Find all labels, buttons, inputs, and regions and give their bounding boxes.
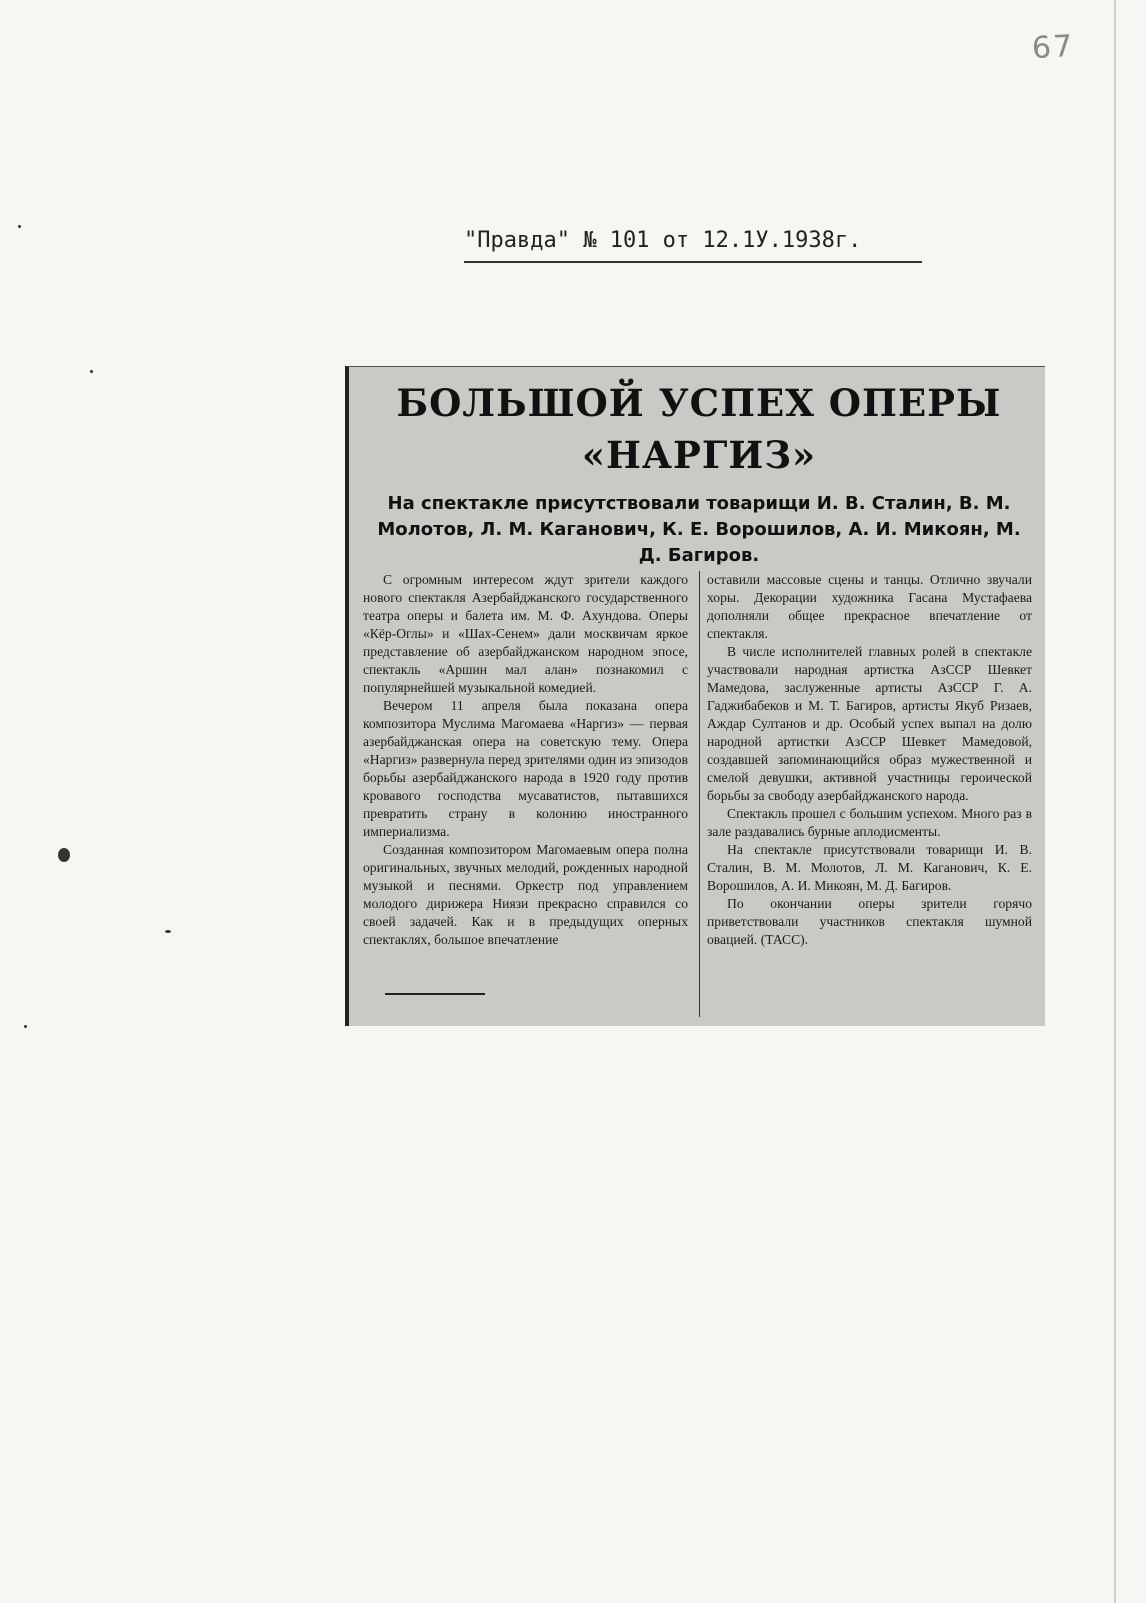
paragraph: оставили массовые сцены и танцы. Отлично звучали хоры. Декорации художника Гасана Мустафаева дополняли общее прекрасное впечатление от спектакля. <box>707 572 1032 641</box>
paragraph: Вечером 11 апреля была показана опера композитора Муслима Магомаева «Наргиз» — первая азербайджанская опера на советскую тему. Опера «Наргиз» развернула перед зрителями один из эпизодов борьбы азербайджанского народа в 1920 году против кровавого господства мусаватистов, пытавшихся превратить страну в колонию иностранного империализма. <box>363 698 688 839</box>
right-column <box>707 571 1032 949</box>
paragraph: В числе исполнителей главных ролей в спектакле участвовали народная артистка АзССР Шевкет Мамедова, заслуженные артисты АзССР Г. А. Гаджибабеков и М. Т. Багиров, артисты Якуб Ризаев, Аждар Султанов и др. Особый успех выпал на долю народной артистки АзССР Шевкет Мамедовой, создавшей запоминающийся образ мужественной и смелой девушки, активной участницы героической борьбы за свободу азербайджанского народа. <box>707 644 1032 803</box>
headline <box>363 377 1035 481</box>
source-underline <box>464 261 922 263</box>
end-rule <box>385 993 485 995</box>
paragraph: С огромным интересом ждут зрители каждого нового спектакля Азербайджанского государственного театра оперы и балета им. М. Ф. Ахундова. Оперы «Кёр-Оглы» и «Шах-Сенем» дали москвичам яркое представление об азербайджанском народном эпосе, спектакль «Аршин мал алан» познакомил с популярнейшей музыкальной комедией. <box>363 572 688 695</box>
paragraph: По окончании оперы зрители горячо приветствовали участников спектакля шумной овацией. (ТАСС). <box>707 896 1032 947</box>
clipping-content <box>363 377 1035 569</box>
ink-speck <box>24 1025 27 1028</box>
ink-speck <box>165 930 171 933</box>
article-columns <box>363 571 1035 1019</box>
left-column <box>363 571 688 949</box>
paragraph: На спектакле присутствовали товарищи И. В. Сталин, В. М. Молотов, Л. М. Каганович, К. Е. Ворошилов, А. И. Микоян, М. Д. Багиров. <box>707 842 1032 893</box>
headline-line-2: «НАРГИЗ» <box>581 433 817 477</box>
source-citation: "Правда" № 101 от 12.1У.1938г. <box>464 228 862 253</box>
ink-speck <box>18 225 21 228</box>
subheadline: На спектакле присутствовали товарищи И. В. Сталин, В. М. Молотов, Л. М. Каганович, К. Е. Ворошилов, А. И. Микоян, М. Д. Багиров. <box>377 493 1021 566</box>
ink-blot <box>58 848 70 862</box>
column-divider <box>699 571 700 1017</box>
headline-line-1: БОЛЬШОЙ УСПЕХ ОПЕРЫ <box>396 381 1002 425</box>
handwritten-page-number: 67 <box>1031 28 1076 67</box>
ink-speck <box>90 370 93 373</box>
newspaper-clipping <box>345 366 1045 1026</box>
paragraph: Созданная композитором Магомаевым опера полна оригинальных, звучных мелодий, рожденных народной музыкой и песнями. Оркестр под управлением молодого дирижера Ниязи прекрасно справился со своей задачей. Как и в предыдущих оперных спектаклях, большое впечатление <box>363 842 688 947</box>
page-edge-shadow <box>1114 0 1116 1603</box>
paragraph: Спектакль прошел с большим успехом. Много раз в зале раздавались бурные аплодисменты. <box>707 806 1032 839</box>
